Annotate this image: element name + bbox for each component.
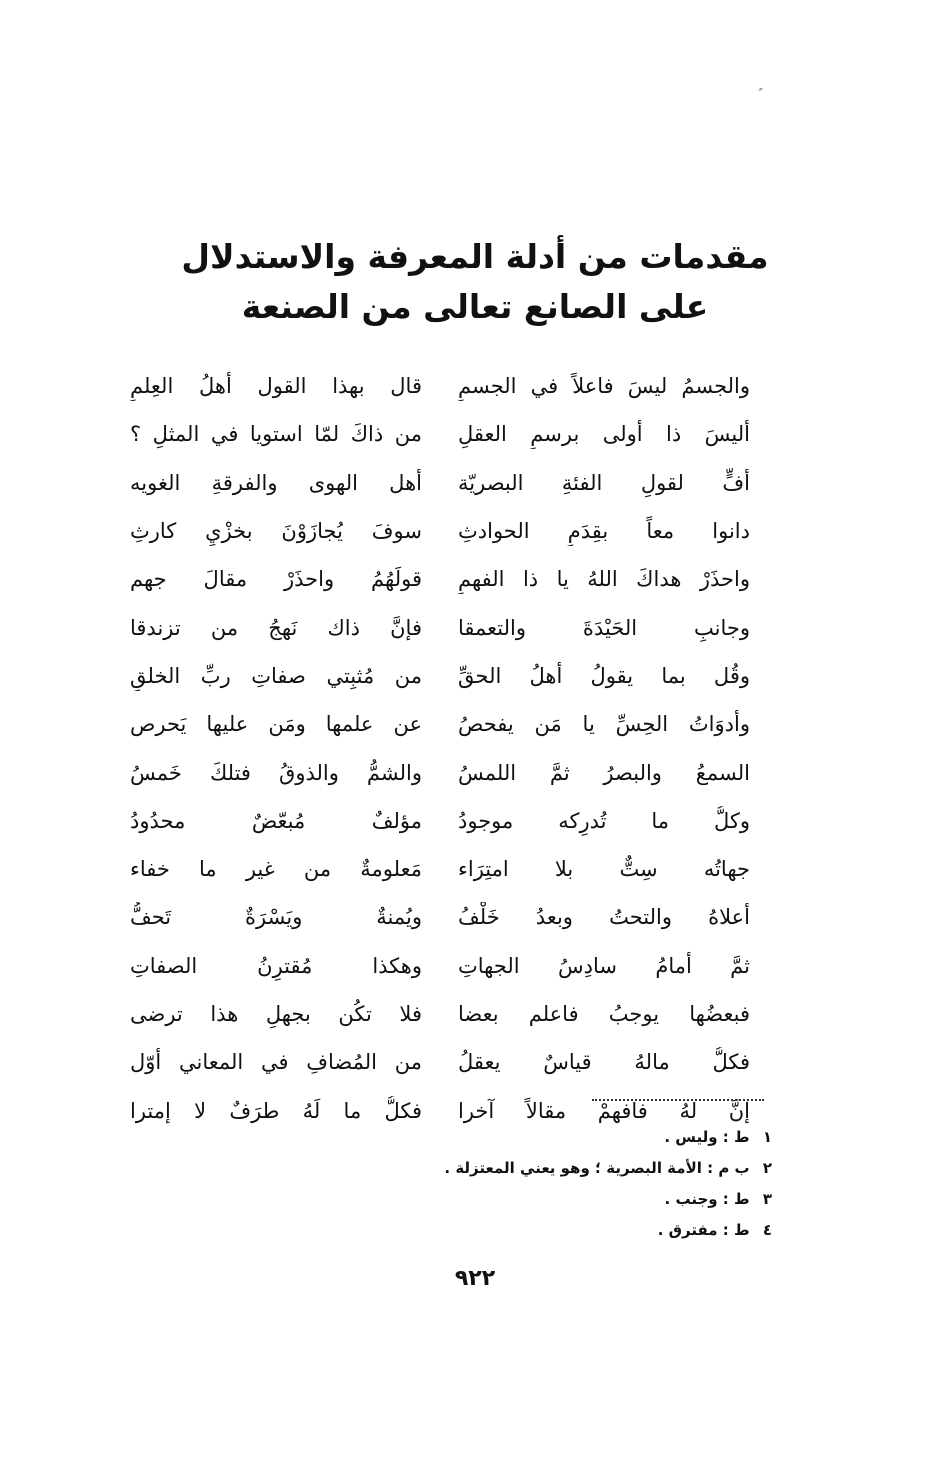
footnote-text: ط : وجنب . [664, 1190, 750, 1208]
first-hemistich: والجسمُ ليسَ فاعلاً في الجسمِ [458, 374, 750, 399]
first-hemistich: وكلُّ ما تُدرِكه موجودُ [458, 808, 750, 833]
footnote [332, 1122, 772, 1153]
page-title [0, 232, 950, 332]
footnote-number: ٣ [762, 1190, 772, 1208]
footnote [332, 1153, 772, 1184]
footnote-text: ط : مفترق . [657, 1221, 750, 1239]
second-hemistich: ويُمنةٌ ويَسْرَةٌ تَحفُّ [130, 905, 422, 930]
first-hemistich: دانوا معاً بقِدَمِ الحوادثِ [458, 519, 750, 544]
verse [130, 555, 750, 603]
first-hemistich: ثمَّ أمامُ سادِسُ الجهاتِ [458, 953, 750, 978]
verse [130, 748, 750, 796]
footnote-text: ط : وليس . [664, 1128, 750, 1146]
footnotes [332, 1122, 772, 1246]
second-hemistich: وهكذا مُقترِنُ الصفاتِ [130, 953, 422, 978]
second-hemistich: أهل الهوى والفرقةِ الغويه [130, 470, 422, 495]
first-hemistich: وأدوَاتُ الحِسِّ يا مَن يفحصُ [458, 712, 750, 737]
title-line-1: مقدمات من أدلة المعرفة والاستدلال [181, 237, 769, 276]
verse [130, 700, 750, 748]
verse [130, 845, 750, 893]
second-hemistich: من المُضافِ في المعاني أوّل [130, 1050, 422, 1075]
verse [130, 1038, 750, 1086]
second-hemistich: من ذاكَ لمّا استويا في المثلِ ؟ [130, 422, 422, 447]
verse [130, 410, 750, 458]
verse [130, 507, 750, 555]
verse [130, 652, 750, 700]
first-hemistich: وقُل بما يقولُ أهلُ الحقِّ [458, 663, 750, 688]
verse [130, 990, 750, 1038]
second-hemistich: فلا تكُن بجهلِ هذا ترضى [130, 1002, 422, 1026]
title-line-2: على الصانع تعالى من الصنعة [241, 287, 709, 326]
first-hemistich: فبعضُها يوجبُ فاعلم بعضا [458, 1002, 750, 1026]
first-hemistich: إنَّ لهُ فافهمْ مقالاً آخرا [458, 1098, 750, 1123]
verse [130, 459, 750, 507]
second-hemistich: فإنَّ ذاك نَهجُ من تزندقا [130, 615, 422, 640]
poem [130, 362, 750, 1135]
first-hemistich: واحذَرْ هداكَ اللهُ يا ذا الفهمِ [458, 567, 750, 592]
first-hemistich: السمعُ والبصرُ ثمَّ اللمسُ [458, 760, 750, 785]
footnote-number: ١ [762, 1128, 772, 1146]
second-hemistich: قولَهُمُ واحذَرْ مقالَ جهم [130, 567, 422, 592]
footnote-text: ب م : الأمة البصرية ؛ وهو يعني المعتزلة . [444, 1159, 750, 1177]
verse [130, 362, 750, 410]
second-hemistich: فكلُّ ما لَهُ طرَفٌ لا إمترا [130, 1098, 422, 1123]
second-hemistich: مؤلفٌ مُبعّضٌ محدُودُ [130, 808, 422, 833]
second-hemistich: والشمُّ والذوقُ فتلكَ خَمسُ [130, 760, 422, 785]
verse [130, 797, 750, 845]
second-hemistich: من مُثبِتي صفاتِ ربِّ الخلقِ [130, 663, 422, 688]
second-hemistich: عن علمها ومَن عليها يَحرص [130, 712, 422, 737]
second-hemistich: مَعلومةٌ من غير ما خفاء [130, 857, 422, 882]
first-hemistich: فكلُّ مالهُ قياسٌ يعقلُ [458, 1050, 750, 1075]
second-hemistich: قال بهذا القول أهلُ العِلمِ [130, 374, 422, 399]
verse [130, 893, 750, 941]
first-hemistich: وجانبِ الحَيْدَةَ والتعمقا [458, 615, 750, 640]
verse [130, 942, 750, 990]
footnote-divider [592, 1099, 764, 1101]
first-hemistich: جهاتُه سِتٌّ بلا امتِرَاء [458, 857, 750, 882]
second-hemistich: سوفَ يُجازَوْنَ بخزْيِ كارثِ [130, 519, 422, 544]
first-hemistich: أليسَ ذا أولى برسمِ العقلِ [458, 422, 750, 447]
page-number: ٩٢٢ [454, 1266, 496, 1291]
footnote [332, 1215, 772, 1246]
first-hemistich: أفٍّ لقولِ الفئةِ البصريّة [458, 470, 750, 495]
footnote [332, 1184, 772, 1215]
first-hemistich: أعلاهُ والتحتُ وبعدُ خَلْفُ [458, 905, 750, 930]
footnote-number: ٢ [762, 1159, 772, 1177]
footnote-number: ٤ [762, 1221, 772, 1239]
verse [130, 603, 750, 651]
